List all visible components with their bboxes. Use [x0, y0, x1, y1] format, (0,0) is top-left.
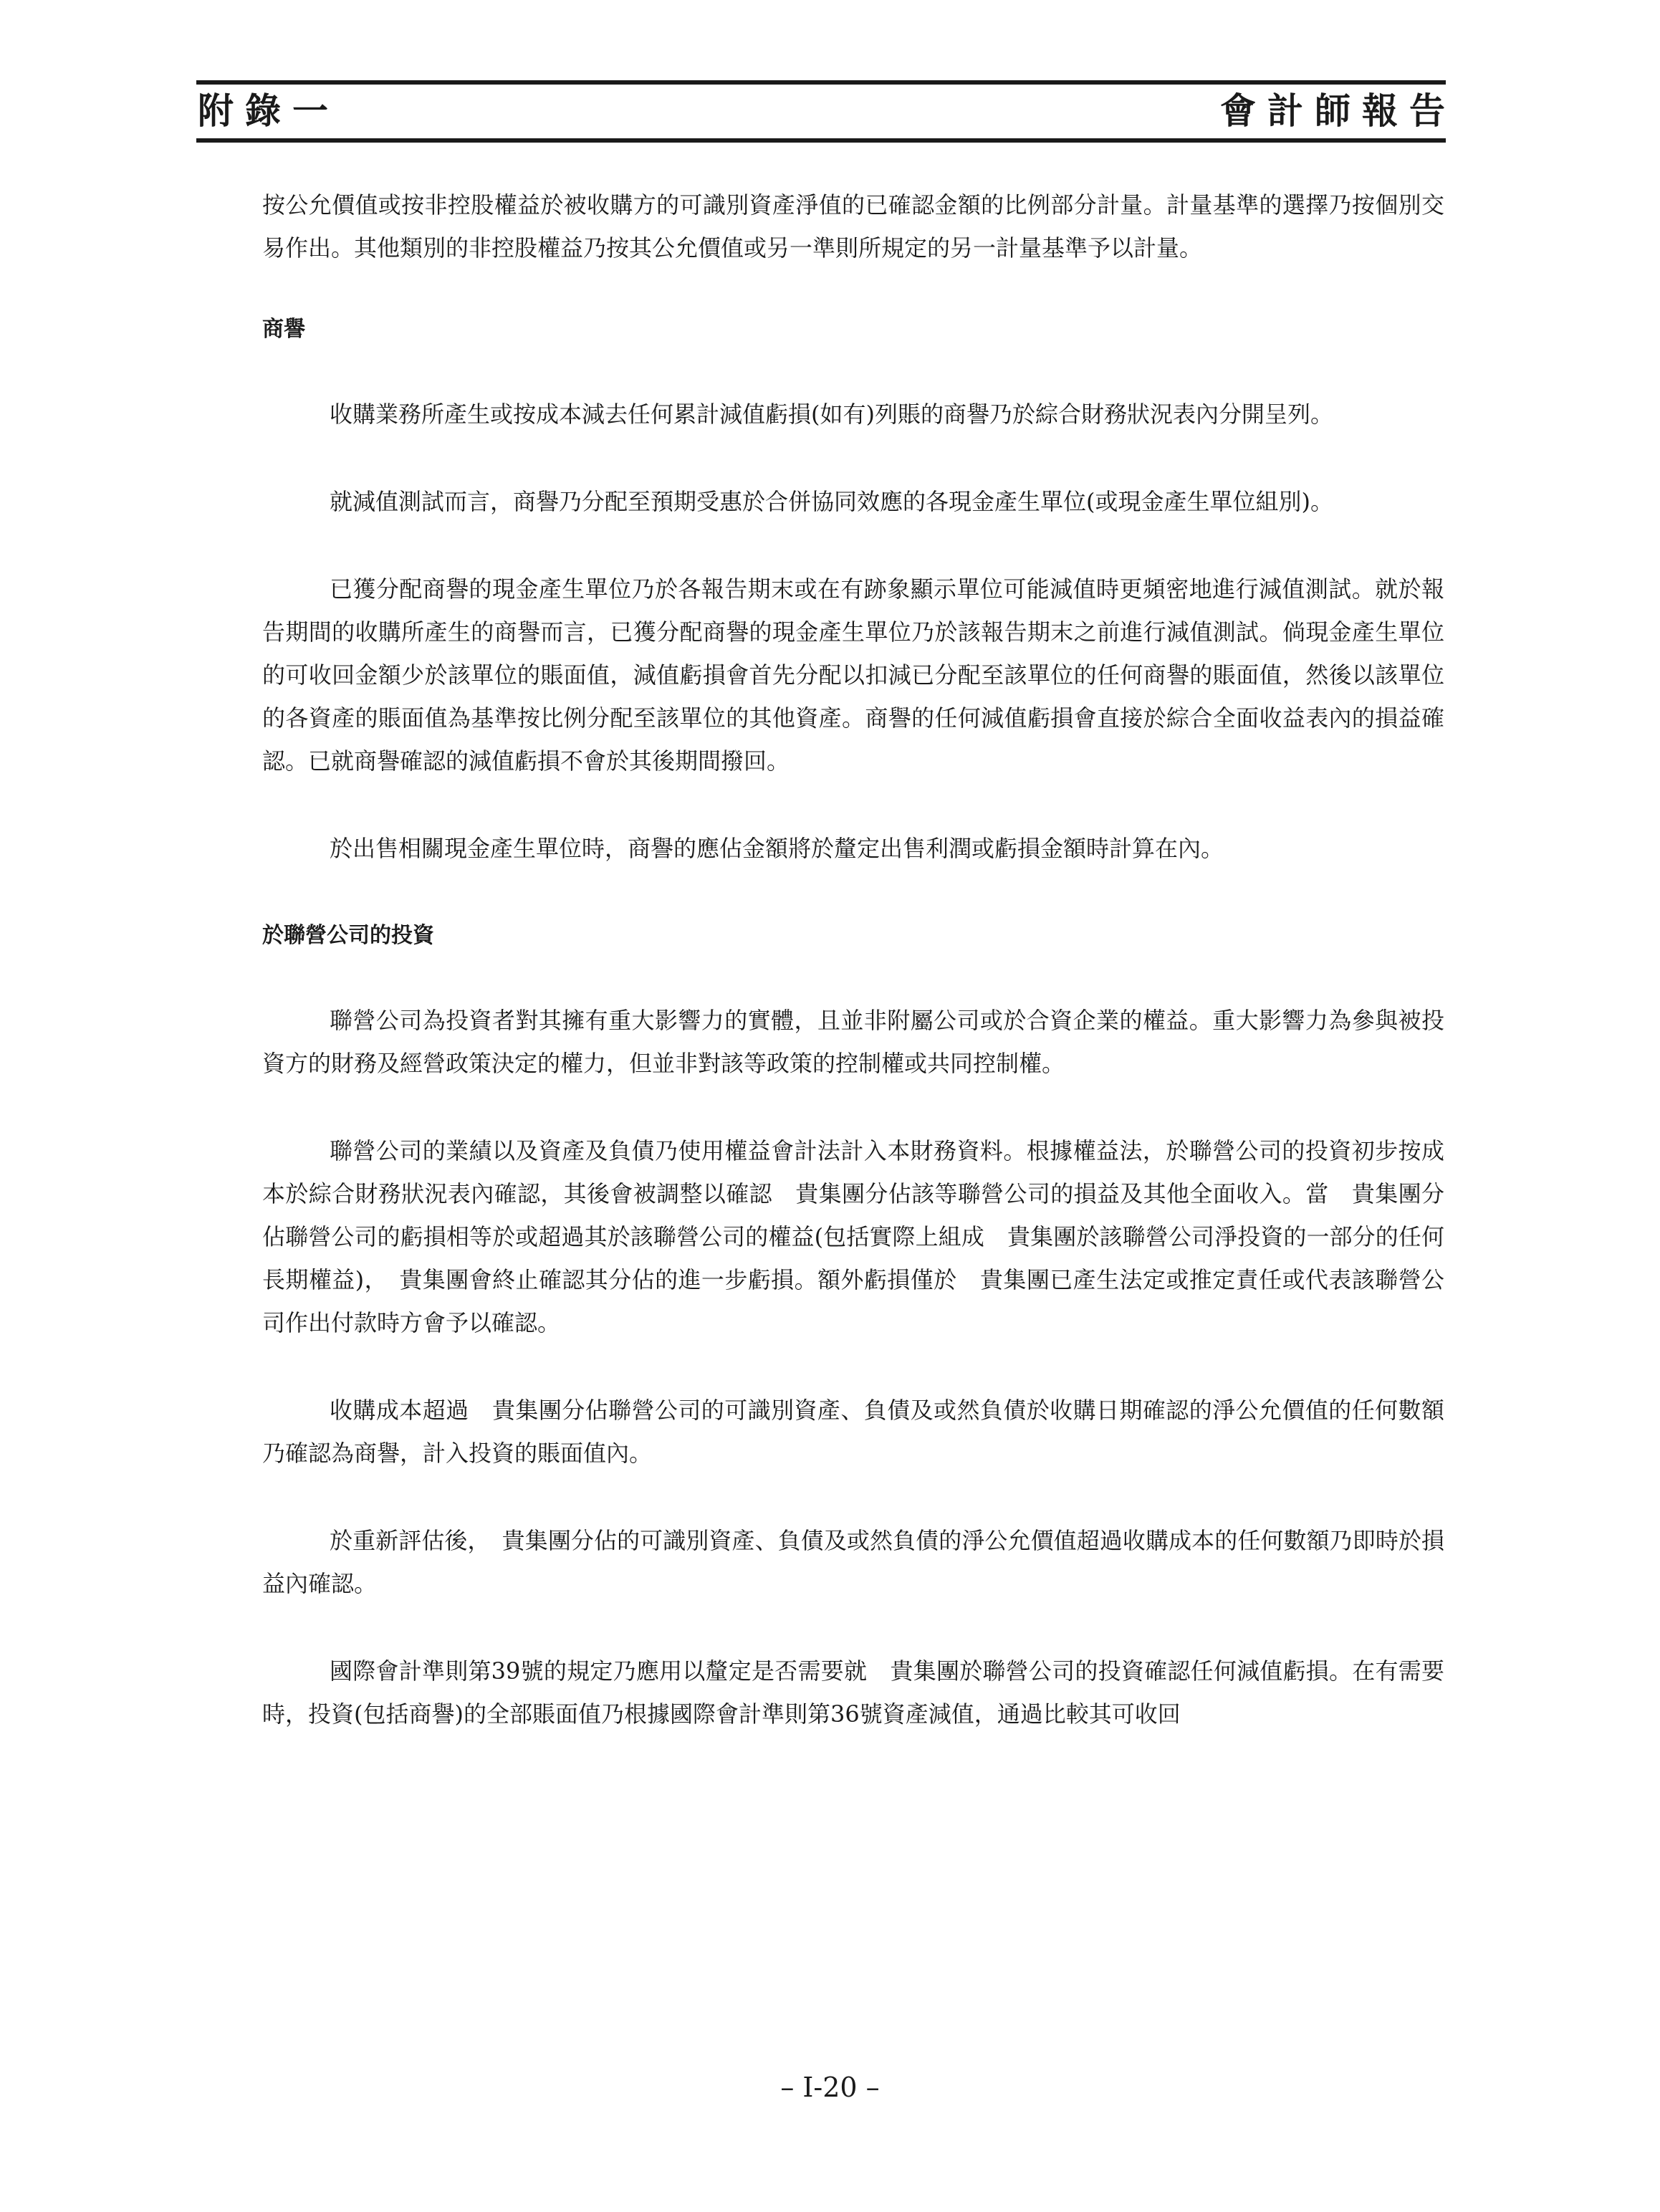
goodwill-paragraph-4: 於出售相關現金產生單位時，商譽的應佔金額將於釐定出售利潤或虧損金額時計算在內。: [330, 835, 1224, 862]
associates-paragraph-5: 國際會計準則第39號的規定乃應用以釐定是否需要就 貴集團於聯營公司的投資確認任何減值虧損。在有需要時，投資(包括商譽)的全部賬面值乃根據國際會計準則第36號資產減值，通過比較其可收回: [262, 1657, 1444, 1728]
report-title: 會計師報告: [1220, 90, 1457, 132]
associates-paragraph-3: 收購成本超過 貴集團分佔聯營公司的可識別資產、負債及或然負債於收購日期確認的淨公允價值的任何數額乃確認為商譽，計入投資的賬面值內。: [262, 1397, 1444, 1467]
header-rule-bottom: [196, 138, 1446, 143]
goodwill-paragraph-1: 收購業務所產生或按成本減去任何累計減值虧損(如有)列賬的商譽乃於綜合財務狀況表內分開呈列。: [330, 401, 1333, 428]
intro-paragraph: 按公允價值或按非控股權益於被收購方的可識別資產淨值的已確認金額的比例部分計量。計量基準的選擇乃按個別交易作出。其他類別的非控股權益乃按其公允價值或另一準則所規定的另一計量基準予以計量。: [262, 191, 1444, 262]
associates-paragraph-1: 聯營公司為投資者對其擁有重大影響力的實體，且並非附屬公司或於合資企業的權益。重大影響力為參與被投資方的財務及經營政策決定的權力，但並非對該等政策的控制權或共同控制權。: [262, 1007, 1444, 1077]
section-heading-goodwill: 商譽: [262, 317, 305, 342]
header-rule-top: [196, 80, 1446, 85]
document-body: [262, 183, 1444, 1780]
goodwill-paragraph-3: 已獲分配商譽的現金產生單位乃於各報告期末或在有跡象顯示單位可能減值時更頻密地進行減值測試。就於報告期間的收購所產生的商譽而言，已獲分配商譽的現金產生單位乃於該報告期末之前進行減值測試。倘現金產生單位的可收回金額少於該單位的賬面值，減值虧損會首先分配以扣減已分配至該單位的任何商譽的賬面值，然後以該單位的各資產的賬面值為基準按比例分配至該單位的其他資產。商譽的任何減值虧損會直接於綜合全面收益表內的損益確認。已就商譽確認的減值虧損不會於其後期間撥回。: [262, 575, 1444, 775]
associates-paragraph-2: 聯營公司的業績以及資產及負債乃使用權益會計法計入本財務資料。根據權益法，於聯營公司的投資初步按成本於綜合財務狀況表內確認，其後會被調整以確認 貴集團分佔該等聯營公司的損益及其他全面收入。當 貴集團分佔聯營公司的虧損相等於或超過其於該聯營公司的權益(包括實際上組成 貴集團於該聯營公司淨投資的一部分的任何長期權益)， 貴集團會終止確認其分佔的進一步虧損。額外虧損僅於 貴集團已產生法定或推定責任或代表該聯營公司作出付款時方會予以確認。: [262, 1137, 1444, 1336]
associates-paragraph-4: 於重新評估後， 貴集團分佔的可識別資產、負債及或然負債的淨公允價值超過收購成本的任何數額乃即時於損益內確認。: [262, 1527, 1444, 1597]
section-heading-associates: 於聯營公司的投資: [262, 923, 434, 948]
appendix-title: 附錄一: [198, 90, 340, 132]
page-number: – I-20 –: [780, 2072, 880, 2103]
goodwill-paragraph-2: 就減值測試而言，商譽乃分配至預期受惠於合併協同效應的各現金產生單位(或現金產生單位組別)。: [330, 488, 1333, 515]
